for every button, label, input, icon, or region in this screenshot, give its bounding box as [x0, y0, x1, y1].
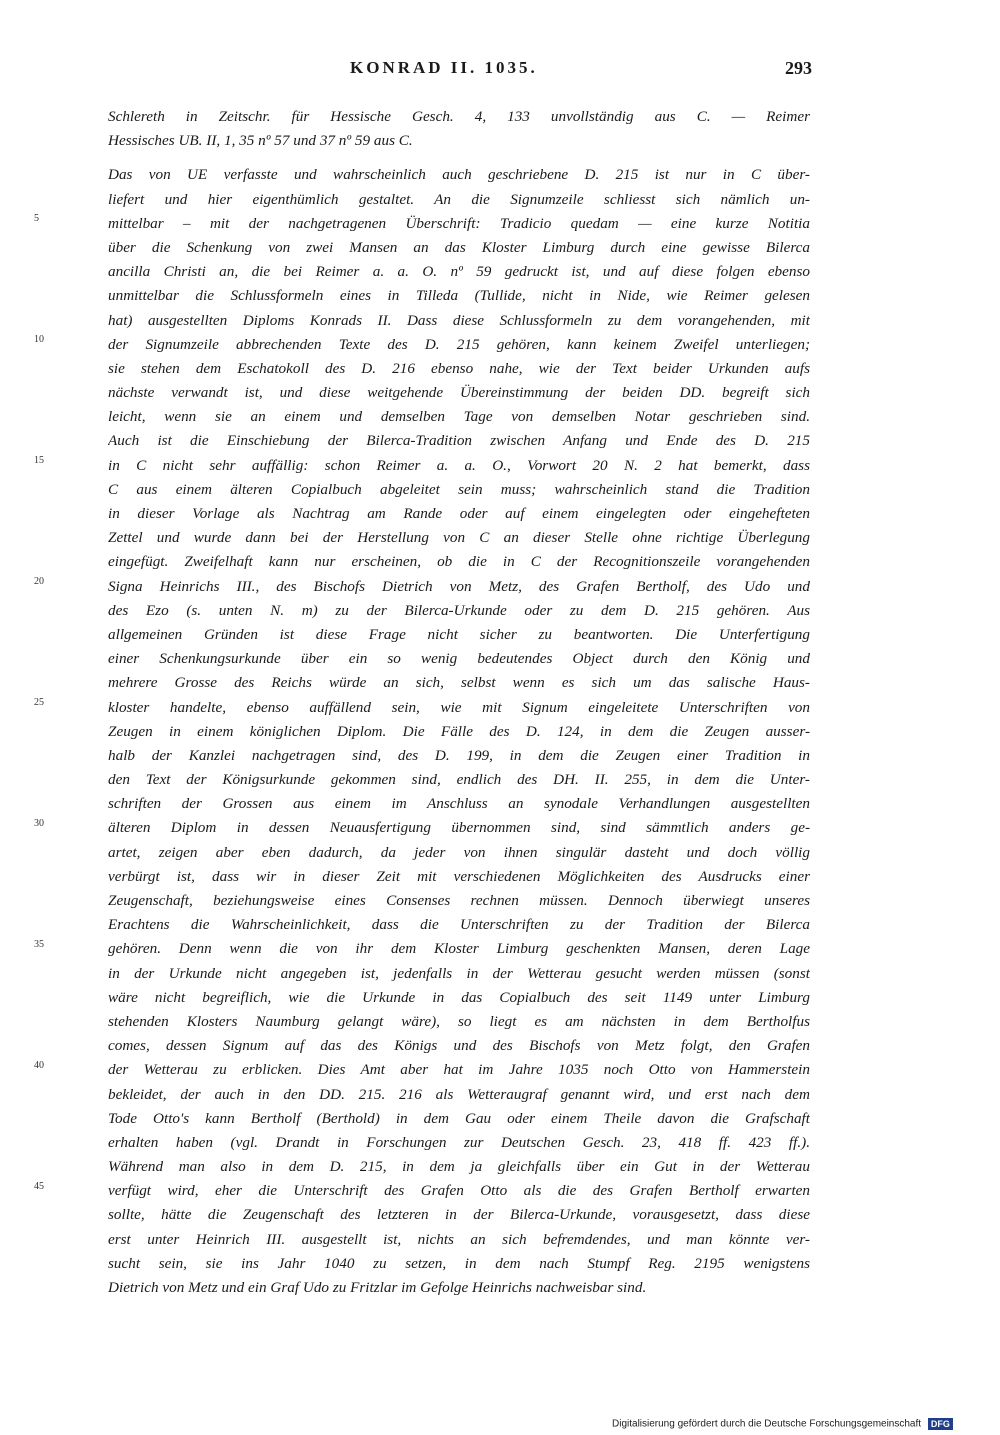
intro-line: Hessisches UB. II, 1, 35 nº 57 und 37 nº 59 aus C.: [108, 132, 413, 150]
body-line: erst unter Heinrich III. ausgestellt ist, nichts an sich befremdendes, und man könnte ver-: [108, 1230, 810, 1248]
body-line: halb der Kanzlei nachgetragen sind, des D. 199, in dem die Zeugen einer Tradition in: [108, 746, 810, 764]
body-line: sucht sein, sie ins Jahr 1040 zu setzen, in dem nach Stumpf Reg. 2195 wenigstens: [108, 1254, 810, 1272]
body-line: schriften der Grossen aus einem im Anschluss an synodale Verhandlungen ausgestellten: [108, 795, 810, 813]
body-line: mittelbar – mit der nachgetragenen Überschrift: Tradicio quedam — eine kurze Notitia: [108, 214, 810, 232]
line-number: 15: [34, 455, 44, 466]
line-number: 25: [34, 697, 44, 708]
body-line: sie stehen dem Eschatokoll des D. 216 ebenso nahe, wie der Text beider Urkunden aufs: [108, 359, 810, 377]
body-line: Zeugenschaft, beziehungsweise eines Consenses rechnen müssen. Dennoch überwiegt unseres: [108, 892, 810, 909]
body-line: der Signumzeile abbrechenden Texte des D. 215 gehören, kann keinem Zweifel unterliegen;: [108, 335, 810, 353]
body-line: ancilla Christi an, die bei Reimer a. a. O. nº 59 gedruckt ist, und auf diese folgen ebenso: [108, 263, 810, 281]
line-number: 20: [34, 576, 44, 587]
body-line: bekleidet, der auch in den DD. 215. 216 als Wetteraugraf genannt wird, und erst nach dem: [108, 1085, 810, 1103]
body-line: leicht, wenn sie an einem und demselben Tage von demselben Notar geschrieben sind.: [108, 408, 810, 426]
body-line: Auch ist die Einschiebung der Bilerca-Tradition zwischen Anfang und Ende des D. 215: [108, 432, 810, 450]
body-line: Dietrich von Metz und ein Graf Udo zu Fritzlar im Gefolge Heinrichs nachweisbar sind.: [108, 1279, 647, 1296]
intro-line: Schlereth in Zeitschr. für Hessische Gesch. 4, 133 unvollständig aus C. — Reimer: [108, 108, 810, 125]
body-line: der Wetterau zu erblicken. Dies Amt aber hat im Jahre 1035 noch Otto von Hammerstein: [108, 1061, 810, 1079]
line-number: 35: [34, 939, 44, 950]
body-line: einer Schenkungsurkunde über ein so wenig bedeutendes Object durch den König und: [108, 650, 810, 668]
body-line: Tode Otto's kann Bertholf (Berthold) in dem Gau oder einem Theile davon die Grafschaft: [108, 1109, 810, 1127]
body-line: Erachtens die Wahrscheinlichkeit, dass die Unterschriften zu der Tradition der Bilerca: [108, 916, 810, 934]
body-line: des Ezo (s. unten N. m) zu der Bilerca-Urkunde oder zu dem D. 215 gehören. Aus: [108, 601, 810, 619]
body-line: eingefügt. Zweifelhaft kann nur erscheinen, ob die in C der Recognitionszeile vorangehenden: [108, 553, 810, 571]
page-header: [0, 58, 1000, 84]
body-line: hat) ausgestellten Diploms Konrads II. Dass diese Schlussformeln zu dem vorangehenden, mit: [108, 311, 810, 329]
body-line: Das von UE verfasste und wahrscheinlich auch geschriebene D. 215 ist nur in C über-: [108, 166, 810, 184]
body-line: wäre nicht begreiflich, wie die Urkunde in das Copialbuch des seit 1149 unter Limburg: [108, 988, 810, 1006]
body-line: liefert und hier eigenthümlich gestaltet. An die Signumzeile schliesst sich nämlich un-: [108, 190, 810, 208]
body-line: älteren Diplom in dessen Neuausfertigung übernommen sind, sind sämmtlich anders ge-: [108, 819, 810, 837]
body-line: in C nicht sehr auffällig: schon Reimer a. a. O., Vorwort 20 N. 2 hat bemerkt, dass: [108, 456, 810, 474]
body-line: artet, zeigen aber eben dadurch, da jeder von ihnen singulär dasteht und doch völlig: [108, 843, 810, 861]
body-line: Zeugen in einem königlichen Diplom. Die Fälle des D. 124, in dem die Zeugen ausser-: [108, 722, 810, 740]
line-number: 5: [34, 213, 39, 224]
page-number: 293: [785, 58, 812, 78]
body-line: in dieser Vorlage als Nachtrag am Rande oder auf einem eingelegten oder eingehefteten: [108, 505, 810, 522]
body-line: kloster handelte, ebenso auffällend sein, wie mit Signum eingeleitete Unterschriften von: [108, 698, 810, 716]
body-line: comes, dessen Signum auf das des Königs und des Bischofs von Metz folgt, den Grafen: [108, 1037, 810, 1055]
body-line: verbürgt ist, dass wir in dieser Zeit mit verschiedenen Möglichkeiten des Ausdrucks einer: [108, 867, 810, 885]
intro-paragraph: [108, 105, 810, 153]
dfg-logo: DFG: [928, 1418, 953, 1430]
body-line: Zettel und wurde dann bei der Herstellung von C an dieser Stelle ohne richtige Überlegung: [108, 529, 810, 547]
body-line: den Text der Königsurkunde gekommen sind, endlich des DH. II. 255, in dem die Unter-: [108, 771, 810, 789]
body-line: stehenden Klosters Naumburg gelangt wäre), so liegt es am nächsten in dem Bertholfus: [108, 1012, 810, 1030]
body-line: mehrere Grosse des Reichs würde an sich, selbst wenn es sich um das salische Haus-: [108, 674, 810, 692]
line-number: 30: [34, 818, 44, 829]
body-line: sollte, hätte die Zeugenschaft des letzteren in der Bilerca-Urkunde, vorausgesetzt, dass diese: [108, 1206, 810, 1224]
body-line: Signa Heinrichs III., des Bischofs Dietrich von Metz, des Grafen Bertholf, des Udo und: [108, 577, 810, 595]
line-number: 40: [34, 1060, 44, 1071]
running-title: KONRAD II. 1035.: [350, 58, 538, 77]
body-line: erhalten haben (vgl. Drandt in Forschungen zur Deutschen Gesch. 23, 418 ff. 423 ff.).: [108, 1133, 810, 1151]
footer-credit: [612, 1418, 992, 1434]
body-line: nächste verwandt ist, und diese weitgehende Übereinstimmung der beiden DD. begreift sich: [108, 384, 810, 402]
body-line: allgemeinen Gründen ist diese Frage nicht sicher zu beantworten. Die Unterfertigung: [108, 625, 810, 643]
body-line: in der Urkunde nicht angegeben ist, jedenfalls in der Wetterau gesucht werden müssen (sonst: [108, 964, 810, 982]
main-paragraph: [108, 163, 810, 1300]
footer-credit-text: Digitalisierung gefördert durch die Deutsche Forschungsgemeinschaft: [612, 1418, 922, 1430]
body-line: verfügt wird, eher die Unterschrift des Grafen Otto als die des Grafen Bertholf erwarten: [108, 1182, 810, 1200]
line-number: 45: [34, 1181, 44, 1192]
line-number: 10: [34, 334, 44, 345]
body-line: C aus einem älteren Copialbuch abgeleitet sein muss; wahrscheinlich stand die Tradition: [108, 480, 810, 498]
body-line: über die Schenkung von zwei Mansen an das Kloster Limburg durch eine gewisse Bilerca: [108, 238, 810, 256]
body-line: unmittelbar die Schlussformeln eines in Tilleda (Tullide, nicht in Nide, wie Reimer gelesen: [108, 287, 810, 305]
body-text: [108, 105, 810, 1300]
body-line: Während man also in dem D. 215, in dem ja gleichfalls über ein Gut in der Wetterau: [108, 1158, 810, 1176]
body-line: gehören. Denn wenn die von ihr dem Kloster Limburg geschenkten Mansen, deren Lage: [108, 940, 810, 958]
